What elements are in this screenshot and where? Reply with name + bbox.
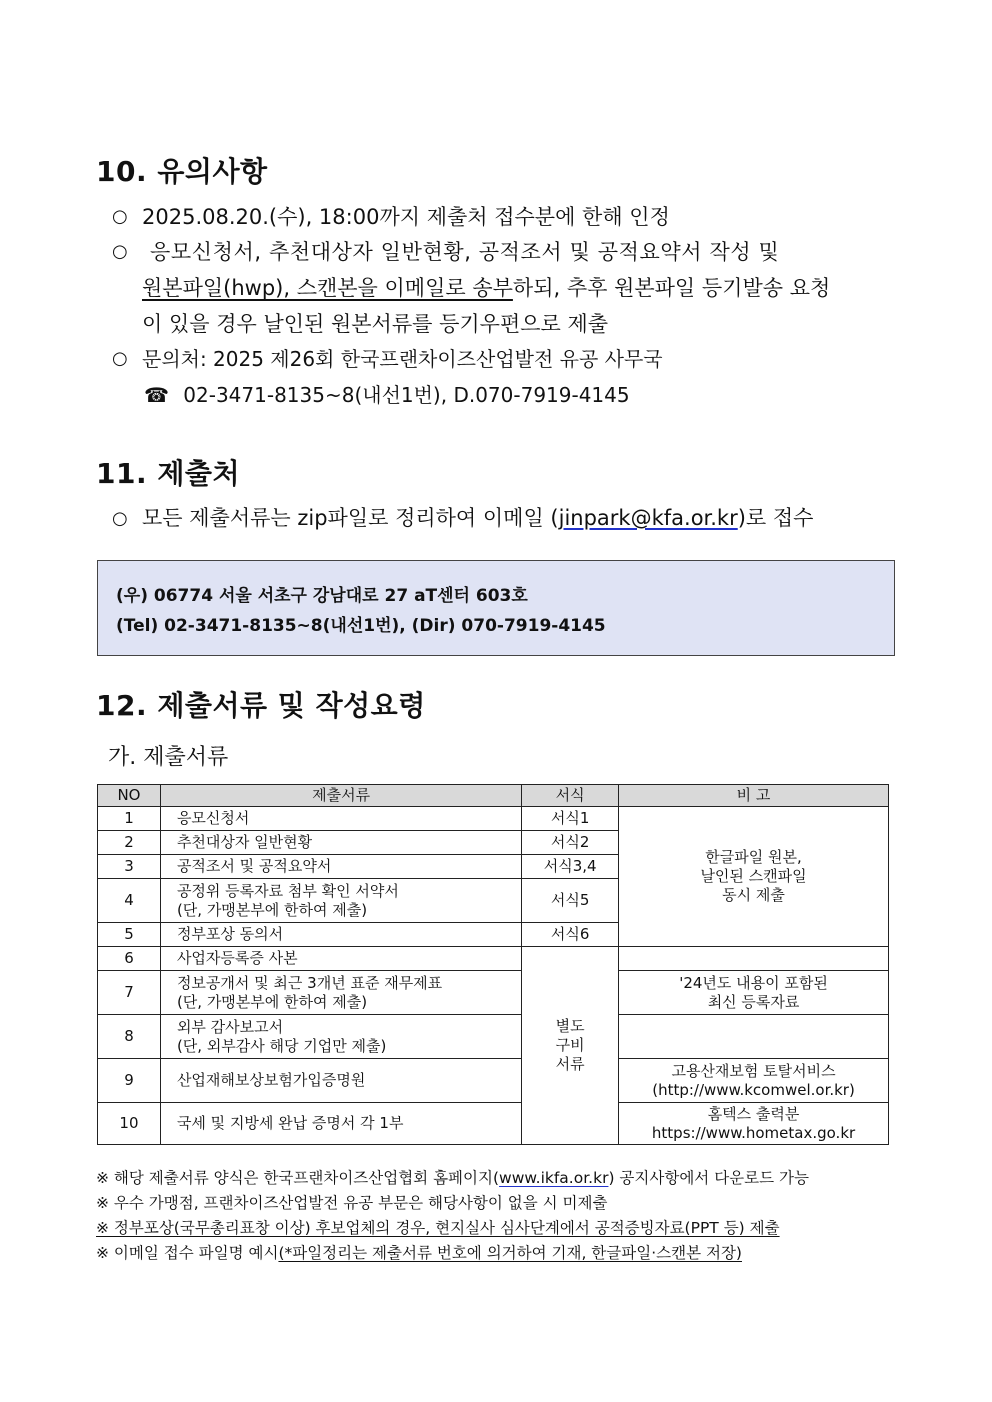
form-line: 별도: [555, 1017, 585, 1035]
table-row: [98, 1103, 889, 1145]
row-note: [619, 971, 889, 1015]
note-line: 최신 등록자료: [707, 992, 800, 1011]
row-form: 서식6: [522, 923, 619, 947]
row-document: 추천대상자 일반현황: [160, 831, 521, 855]
row-form: 서식3,4: [522, 855, 619, 879]
text: 하되, 추후 원본파일 등기발송 요청: [512, 276, 831, 300]
row-no: 9: [98, 1059, 161, 1103]
note-line: 고용산재보험 토탈서비스: [671, 1061, 836, 1080]
note-4: [96, 1242, 742, 1265]
section-12-title: 12. 제출서류 및 작성요령: [96, 689, 426, 722]
note-line: 한글파일 원본,: [705, 848, 802, 866]
row-note-merged: [619, 807, 889, 947]
note-line: 동시 제출: [722, 886, 785, 904]
table-row: [98, 1015, 889, 1059]
header-no: NO: [98, 785, 161, 807]
phone-icon: ☎: [144, 383, 169, 407]
sec11-bullet-1: [142, 503, 813, 533]
website-link[interactable]: www.ikfa.or.kr: [499, 1169, 609, 1187]
row-note: [619, 947, 889, 971]
doc-line: 외부 감사보고서: [176, 1017, 284, 1036]
note-1: [96, 1167, 809, 1190]
table-header-row: [98, 785, 889, 807]
underlined-text: (*파일정리는 제출서류 번호에 의거하여 기재, 한글파일·스캔본 저장): [278, 1244, 742, 1262]
row-no: 7: [98, 971, 161, 1015]
text: ※ 해당 제출서류 양식은 한국프랜차이즈산업협회 홈페이지(: [96, 1169, 500, 1187]
underlined-text: 원본파일(hwp), 스캔본을 이메일로 송부: [142, 276, 513, 300]
sec10-bullet-2-line-3: 이 있을 경우 날인된 원본서류를 등기우편으로 제출: [142, 312, 609, 336]
row-no: 8: [98, 1015, 161, 1059]
address-box: [97, 560, 895, 656]
sec10-bullet-2-line-1: 응모신청서, 추천대상자 일반현황, 공적조서 및 공적요약서 작성 및: [150, 240, 780, 264]
row-document: [160, 971, 521, 1015]
bullet-icon: ○: [112, 206, 128, 227]
form-line: 서류: [555, 1055, 585, 1073]
row-document: 응모신청서: [160, 807, 521, 831]
row-document: 공적조서 및 공적요약서: [160, 855, 521, 879]
header-document: 제출서류: [160, 785, 521, 807]
sec10-bullet-3: 문의처: 2025 제26회 한국프랜차이즈산업발전 유공 사무국: [142, 347, 663, 371]
row-no: 1: [98, 807, 161, 831]
bullet-icon: ○: [112, 508, 128, 529]
email-link[interactable]: jinpark@kfa.or.kr: [558, 506, 738, 530]
sec10-phone-line: [144, 380, 630, 410]
row-form: 서식5: [522, 879, 619, 923]
form-line: 구비: [555, 1036, 585, 1054]
row-document: 사업자등록증 사본: [160, 947, 521, 971]
contact-line: (Tel) 02-3471-8135~8(내선1번), (Dir) 070-7919-4145: [116, 616, 606, 636]
bullet-icon: ○: [112, 241, 128, 262]
row-no: 2: [98, 831, 161, 855]
row-form: 서식2: [522, 831, 619, 855]
text: 모든 제출서류는 zip파일로 정리하여 이메일 (: [142, 506, 559, 530]
row-document: 산업재해보상보험가입증명원: [160, 1059, 521, 1103]
sec10-bullet-1: 2025.08.20.(수), 18:00까지 제출처 접수분에 한해 인정: [142, 205, 670, 229]
note-line: 홈텍스 출력분: [707, 1104, 800, 1123]
row-no: 3: [98, 855, 161, 879]
row-document: [160, 1015, 521, 1059]
row-no: 4: [98, 879, 161, 923]
row-no: 5: [98, 923, 161, 947]
subsection-title: 가. 제출서류: [108, 745, 229, 770]
section-11-title: 11. 제출처: [96, 457, 240, 490]
table-row: [98, 1059, 889, 1103]
bullet-icon: ○: [112, 348, 128, 369]
text: ) 공지사항에서 다운로드 가능: [608, 1169, 809, 1187]
row-note: [619, 1015, 889, 1059]
table-row: [98, 971, 889, 1015]
note-line: '24년도 내용이 포함된: [679, 973, 828, 992]
row-no: 10: [98, 1103, 161, 1145]
row-document: 국세 및 지방세 완납 증명서 각 1부: [160, 1103, 521, 1145]
text: )로 접수: [737, 506, 814, 530]
doc-line: (단, 가맹본부에 한하여 제출): [176, 900, 368, 919]
row-document: 정부포상 동의서: [160, 923, 521, 947]
text: ※ 이메일 접수 파일명 예시: [96, 1244, 279, 1262]
doc-line: 정보공개서 및 최근 3개년 표준 재무제표: [176, 973, 443, 992]
row-note: [619, 1059, 889, 1103]
table-row: [98, 807, 889, 831]
section-10-title: 10. 유의사항: [96, 155, 268, 188]
note-2: ※ 우수 가맹점, 프랜차이즈산업발전 유공 부문은 해당사항이 없을 시 미제출: [96, 1194, 608, 1212]
documents-table: [97, 784, 889, 1145]
row-form: 서식1: [522, 807, 619, 831]
row-no: 6: [98, 947, 161, 971]
doc-line: (단, 가맹본부에 한하여 제출): [176, 992, 368, 1011]
row-form-merged: [522, 947, 619, 1145]
phone-numbers: 02-3471-8135~8(내선1번), D.070-7919-4145: [183, 383, 630, 407]
address-line: (우) 06774 서울 서초구 강남대로 27 aT센터 603호: [116, 586, 528, 606]
note-line: 날인된 스캔파일: [700, 867, 807, 885]
note-3: [96, 1217, 780, 1240]
row-document: [160, 879, 521, 923]
note-url: https://www.hometax.go.kr: [651, 1123, 856, 1142]
row-note: [619, 1103, 889, 1145]
sec10-bullet-2-line-2: [142, 273, 830, 303]
header-form: 서식: [522, 785, 619, 807]
header-note: 비 고: [619, 785, 889, 807]
doc-line: (단, 외부감사 해당 기업만 제출): [176, 1036, 387, 1055]
underlined-text: ※ 정부포상(국무총리표창 이상) 후보업체의 경우, 현지실사 심사단계에서 공적증빙자료(PPT 등) 제출: [96, 1219, 780, 1237]
table-row: [98, 947, 889, 971]
note-url: (http://www.kcomwel.or.kr): [652, 1080, 855, 1099]
doc-line: 공정위 등록자료 첨부 확인 서약서: [176, 881, 399, 900]
